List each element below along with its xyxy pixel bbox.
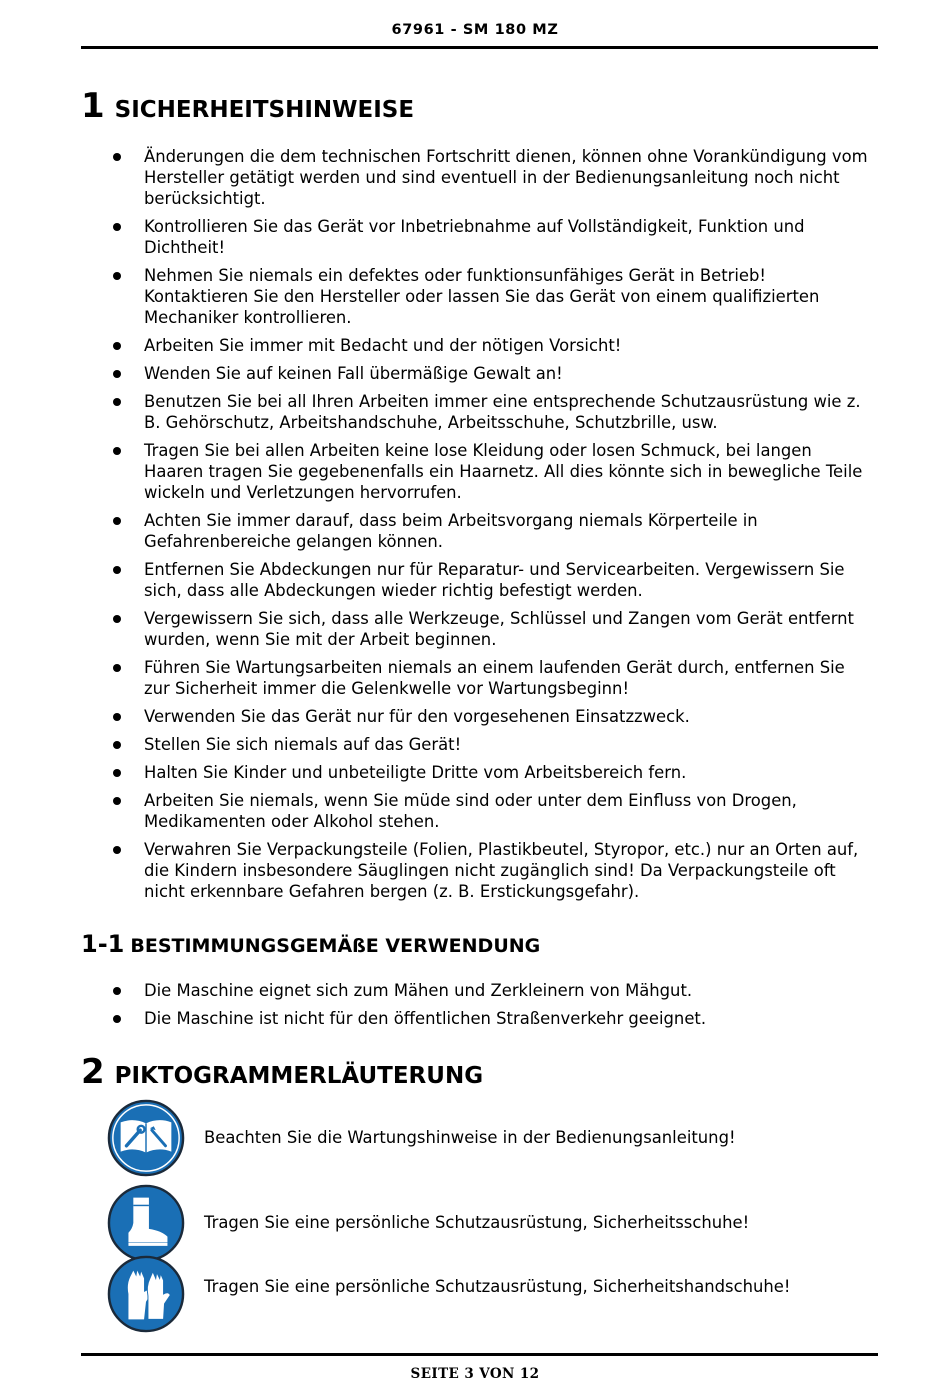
list-item: Tragen Sie bei allen Arbeiten keine lose Kleidung oder losen Schmuck, bei langen Haaren tragen Sie gegebenenfalls ein Haarnetz. All dies könnte sich in bewegliche Teile wickeln und Verletzungen hervorrufen.	[110, 440, 875, 503]
maintenance-manual-icon	[107, 1099, 185, 1177]
list-item: Wenden Sie auf keinen Fall übermäßige Gewalt an!	[110, 363, 875, 384]
bullet-icon	[113, 153, 121, 161]
list-item: Nehmen Sie niemals ein defektes oder funktionsunfähiges Gerät in Betrieb! Kontaktieren Sie den Hersteller oder lassen Sie das Gerät von einem qualifizierten Mechaniker kontrollieren.	[110, 265, 875, 328]
section-2-number: 2	[81, 1052, 105, 1092]
footer-rule	[81, 1353, 878, 1356]
pictogram-text: Tragen Sie eine persönliche Schutzausrüstung, Sicherheitshandschuhe!	[204, 1277, 791, 1296]
pictogram-text: Beachten Sie die Wartungshinweise in der Bedienungsanleitung!	[204, 1128, 736, 1147]
list-item: Arbeiten Sie niemals, wenn Sie müde sind oder unter dem Einfluss von Drogen, Medikamenten oder Alkohol stehen.	[110, 790, 875, 832]
page-header-title: 67961 - SM 180 MZ	[391, 22, 559, 38]
bullet-icon	[113, 342, 121, 350]
bullet-icon	[113, 987, 121, 995]
section-1-1-heading	[81, 930, 540, 958]
list-item: Verwahren Sie Verpackungsteile (Folien, Plastikbeutel, Styropor, etc.) nur an Orten auf, die Kindern insbesondere Säuglingen nicht zugänglich sind! Da Verpackungsteile oft nicht erkennbare Gefahren bergen (z. B. Erstickungsgefahr).	[110, 839, 875, 902]
safety-instructions-list	[110, 146, 875, 909]
bullet-icon	[113, 615, 121, 623]
bullet-icon	[113, 1015, 121, 1023]
list-item: Arbeiten Sie immer mit Bedacht und der nötigen Vorsicht!	[110, 335, 875, 356]
list-item: Vergewissern Sie sich, dass alle Werkzeuge, Schlüssel und Zangen vom Gerät entfernt wurden, wenn Sie mit der Arbeit beginnen.	[110, 608, 875, 650]
bullet-icon	[113, 447, 121, 455]
section-1-1-title: BESTIMMUNGSGEMÄßE VERWENDUNG	[130, 935, 541, 957]
list-item: Änderungen die dem technischen Fortschritt dienen, können ohne Vorankündigung vom Hersteller getätigt werden und sind eventuell in der Bedienungsanleitung noch nicht berücksichtigt.	[110, 146, 875, 209]
section-1-heading	[81, 86, 414, 126]
pictogram-row	[107, 1099, 887, 1179]
safety-gloves-icon	[107, 1255, 185, 1333]
header-rule	[81, 46, 878, 49]
section-2-heading	[81, 1052, 483, 1092]
bullet-icon	[113, 741, 121, 749]
list-item: Führen Sie Wartungsarbeiten niemals an einem laufenden Gerät durch, entfernen Sie zur Sicherheit immer die Gelenkwelle vor Wartungsbeginn!	[110, 657, 875, 699]
list-item: Die Maschine eignet sich zum Mähen und Zerkleinern von Mähgut.	[110, 980, 875, 1001]
list-item: Die Maschine ist nicht für den öffentlichen Straßenverkehr geeignet.	[110, 1008, 875, 1029]
list-item: Kontrollieren Sie das Gerät vor Inbetriebnahme auf Vollständigkeit, Funktion und Dichtheit!	[110, 216, 875, 258]
bullet-icon	[113, 370, 121, 378]
bullet-icon	[113, 272, 121, 280]
section-2-title: PIKTOGRAMMERLÄUTERUNG	[114, 1063, 484, 1089]
page-number: SEITE 3 VON 12	[410, 1366, 540, 1382]
bullet-icon	[113, 769, 121, 777]
bullet-icon	[113, 223, 121, 231]
list-item: Stellen Sie sich niemals auf das Gerät!	[110, 734, 875, 755]
bullet-icon	[113, 846, 121, 854]
list-item: Halten Sie Kinder und unbeteiligte Dritte vom Arbeitsbereich fern.	[110, 762, 875, 783]
list-item: Benutzen Sie bei all Ihren Arbeiten immer eine entsprechende Schutzausrüstung wie z. B. Gehörschutz, Arbeitshandschuhe, Arbeitsschuhe, Schutzbrille, usw.	[110, 391, 875, 433]
bullet-icon	[113, 797, 121, 805]
section-1-1-number: 1-1	[81, 930, 125, 958]
pictogram-text: Tragen Sie eine persönliche Schutzausrüstung, Sicherheitsschuhe!	[204, 1213, 750, 1232]
bullet-icon	[113, 566, 121, 574]
intended-use-list	[110, 980, 875, 1036]
bullet-icon	[113, 664, 121, 672]
bullet-icon	[113, 713, 121, 721]
list-item: Achten Sie immer darauf, dass beim Arbeitsvorgang niemals Körperteile in Gefahrenbereiche gelangen können.	[110, 510, 875, 552]
bullet-icon	[113, 398, 121, 406]
pictogram-row	[107, 1184, 887, 1264]
list-item: Entfernen Sie Abdeckungen nur für Reparatur- und Servicearbeiten. Vergewissern Sie sich, dass alle Abdeckungen wieder richtig befestigt werden.	[110, 559, 875, 601]
safety-boot-icon	[107, 1184, 185, 1262]
list-item: Verwenden Sie das Gerät nur für den vorgesehenen Einsatzzweck.	[110, 706, 875, 727]
pictogram-row	[107, 1255, 887, 1335]
section-1-number: 1	[81, 86, 105, 126]
section-1-title: SICHERHEITSHINWEISE	[114, 97, 415, 123]
bullet-icon	[113, 517, 121, 525]
